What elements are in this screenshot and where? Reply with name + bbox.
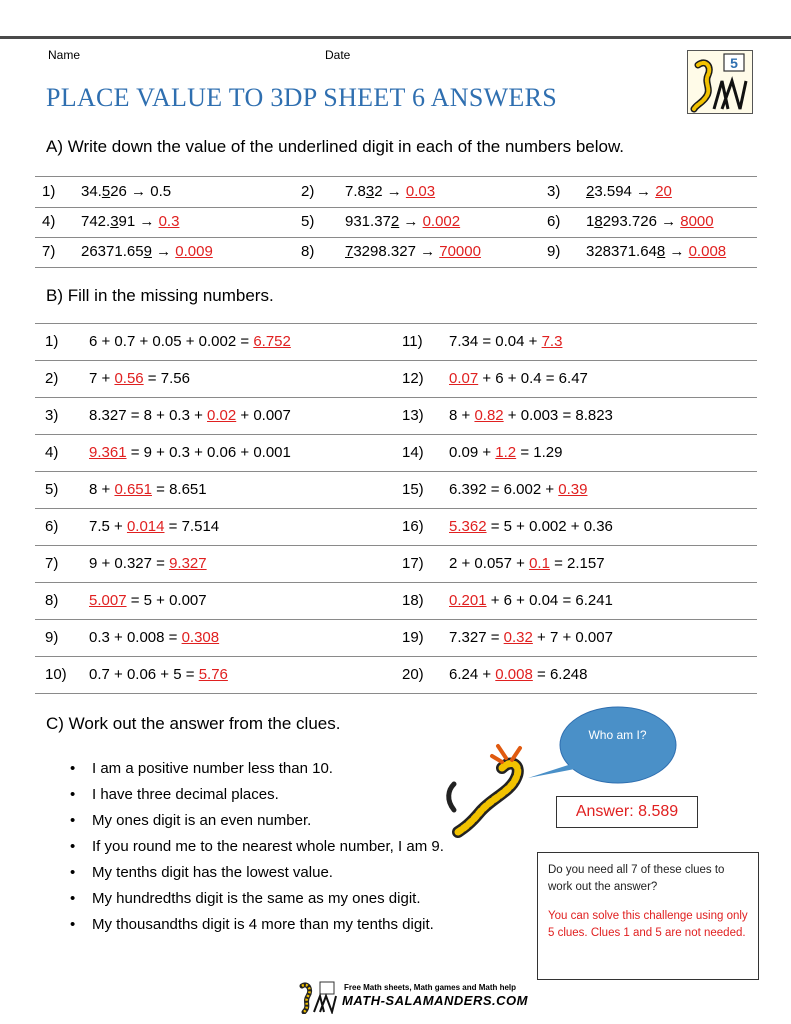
equation-text: + 6 + 0.04 = 6.241	[486, 592, 613, 609]
clue-item: • My hundredths digit is the same as my ones digit.	[70, 888, 444, 914]
name-label: Name	[48, 48, 81, 62]
equation-text: = 2.157	[549, 555, 605, 572]
equation-text: 8.327 = 8 + 0.3 +	[89, 407, 208, 424]
place-value-item: 34.526 → 0.5	[81, 183, 172, 200]
salamander-logo-icon	[688, 51, 752, 113]
footer-tagline: Free Math sheets, Math games and Math help	[344, 983, 517, 992]
equation-text: = 7.514	[164, 518, 220, 535]
section-a-row	[35, 207, 757, 237]
fill-in-row	[35, 545, 757, 582]
answer-value: 0.308	[181, 629, 220, 646]
equation-text: 0.09 +	[449, 444, 496, 461]
fill-in-row	[35, 471, 757, 508]
clue-box-question: Do you need all 7 of these clues to work out the answer?	[548, 864, 725, 893]
clue-item: • My thousandths digit is 4 more than my tenths digit.	[70, 914, 444, 940]
item-number: 14)	[402, 444, 424, 461]
item-number: 2)	[45, 370, 59, 387]
answer-value: 0.39	[558, 481, 588, 498]
equation-text: 0.7 + 0.06 + 5 =	[89, 666, 199, 683]
equation-text: = 5 + 0.002 + 0.36	[486, 518, 613, 535]
bubble-text: Who am I?	[588, 728, 647, 742]
item-number: 2)	[301, 183, 315, 200]
place-value-item: 328371.648 → 0.008	[586, 243, 727, 260]
item-number: 4)	[42, 213, 56, 230]
equation	[449, 370, 588, 387]
equation-text: 9 + 0.327 =	[89, 555, 170, 572]
fill-in-row	[35, 360, 757, 397]
section-a-row	[35, 177, 757, 207]
equation-text: 7.5 +	[89, 518, 127, 535]
answer-value: 0.32	[503, 629, 533, 646]
top-rule	[0, 36, 791, 39]
item-number: 9)	[547, 243, 561, 260]
answer-value: 5.362	[449, 518, 487, 535]
salamander-icon	[449, 746, 520, 832]
clue-box-answer: You can solve this challenge using only 5 clues. Clues 1 and 5 are not needed.	[548, 910, 748, 939]
equation-text: = 1.29	[516, 444, 563, 461]
section-a-row	[35, 237, 757, 267]
item-number: 12)	[402, 370, 424, 387]
date-label: Date	[325, 48, 351, 62]
item-number: 11)	[402, 333, 423, 350]
answer-value: 0.014	[126, 518, 165, 535]
fill-in-row	[35, 582, 757, 619]
equation-text: 0.3 + 0.008 =	[89, 629, 182, 646]
item-number: 3)	[45, 407, 59, 424]
place-value-item: 18293.726 → 8000	[586, 213, 714, 230]
equation-text: = 5 + 0.007	[126, 592, 207, 609]
fill-in-row	[35, 397, 757, 434]
equation	[449, 666, 587, 683]
answer-value: 0.82	[474, 407, 504, 424]
equation-text: 7.327 =	[449, 629, 504, 646]
equation-text: = 7.56	[143, 370, 190, 387]
equation-text: 7 +	[89, 370, 115, 387]
equation-text: + 6 + 0.4 = 6.47	[478, 370, 588, 387]
item-number: 4)	[45, 444, 59, 461]
answer-value: 0.07	[449, 370, 479, 387]
place-value-item: 73298.327 → 70000	[345, 243, 481, 260]
item-number: 16)	[402, 518, 424, 535]
equation-text: 8 +	[449, 407, 475, 424]
item-number: 15)	[402, 481, 424, 498]
place-value-item: 931.372 → 0.002	[345, 213, 461, 230]
footer-logo-icon	[296, 980, 340, 1014]
equation-text: + 0.003 = 8.823	[503, 407, 613, 424]
clue-item: • My tenths digit has the lowest value.	[70, 862, 444, 888]
item-number: 20)	[402, 666, 424, 683]
divider	[35, 693, 757, 694]
equation	[449, 518, 613, 535]
equation-text: + 0.007	[236, 407, 291, 424]
item-number: 5)	[45, 481, 59, 498]
item-number: 17)	[402, 555, 424, 572]
section-a-heading: A) Write down the value of the underlined digit in each of the numbers below.	[46, 137, 625, 156]
answer-box: Answer: 8.589	[556, 796, 698, 828]
answer-value: 0.651	[114, 481, 152, 498]
clue-item: • If you round me to the nearest whole number, I am 9.	[70, 836, 444, 862]
clue-item: • I have three decimal places.	[70, 784, 444, 810]
answer-value: 0.1	[529, 555, 550, 572]
answer-value: 0.02	[207, 407, 237, 424]
equation	[449, 444, 562, 461]
divider	[35, 267, 757, 268]
item-number: 6)	[547, 213, 561, 230]
equation	[449, 592, 613, 609]
equation-text: 7.34 = 0.04 +	[449, 333, 542, 350]
equation-text: 6 + 0.7 + 0.05 + 0.002 =	[89, 333, 254, 350]
answer-value: 0.201	[449, 592, 487, 609]
equation	[449, 333, 562, 350]
answer-value: 9.361	[89, 444, 127, 461]
fill-in-row	[35, 323, 757, 360]
page-title: PLACE VALUE TO 3DP SHEET 6 ANSWERS	[46, 83, 558, 112]
answer-value: 1.2	[495, 444, 517, 461]
item-number: 6)	[45, 518, 59, 535]
item-number: 18)	[402, 592, 424, 609]
answer-value: 0.56	[114, 370, 144, 387]
footer-site-name: MATH-SALAMANDERS.COM	[342, 993, 528, 1008]
item-number: 19)	[402, 629, 424, 646]
item-number: 7)	[45, 555, 59, 572]
item-number: 1)	[42, 183, 56, 200]
answer-value: 7.3	[541, 333, 563, 350]
answer-value: 6.752	[253, 333, 291, 350]
answer-value: 5.007	[89, 592, 127, 609]
equation	[449, 629, 613, 646]
equation-text: 6.392 = 6.002 +	[449, 481, 559, 498]
place-value-item: 23.594 → 20	[586, 183, 672, 200]
equation-text: 8 +	[89, 481, 115, 498]
clue-item: • My ones digit is an even number.	[70, 810, 444, 836]
equation-text: = 9 + 0.3 + 0.06 + 0.001	[126, 444, 291, 461]
equation	[449, 407, 613, 424]
item-number: 3)	[547, 183, 561, 200]
logo-number: 5	[730, 55, 738, 71]
place-value-item: 26371.659 → 0.009	[81, 243, 213, 260]
speech-bubble-icon	[560, 707, 676, 783]
fill-in-row	[35, 508, 757, 545]
item-number: 8)	[301, 243, 315, 260]
item-number: 1)	[45, 333, 59, 350]
place-value-item: 742.391 → 0.3	[81, 213, 180, 230]
salamander-logo	[687, 50, 753, 114]
fill-in-row	[35, 619, 757, 656]
clue-info-box	[537, 852, 759, 980]
equation	[449, 481, 587, 498]
section-c-heading: C) Work out the answer from the clues.	[46, 714, 341, 733]
item-number: 9)	[45, 629, 59, 646]
answer-value: 5.76	[198, 666, 228, 683]
fill-in-row	[35, 434, 757, 471]
answer-value: 9.327	[169, 555, 207, 572]
item-number: 8)	[45, 592, 59, 609]
equation-text: + 7 + 0.007	[532, 629, 613, 646]
equation-text: 6.24 +	[449, 666, 496, 683]
item-number: 10)	[45, 666, 67, 683]
equation-text: 2 + 0.057 +	[449, 555, 530, 572]
equation	[449, 555, 605, 572]
item-number: 13)	[402, 407, 424, 424]
equation-text: = 6.248	[532, 666, 588, 683]
place-value-item: 7.832 → 0.03	[345, 183, 436, 200]
equation-text: = 8.651	[151, 481, 207, 498]
clue-item: • I am a positive number less than 10.	[70, 758, 444, 784]
clue-list	[70, 758, 444, 940]
fill-in-row	[35, 656, 757, 693]
section-b-heading: B) Fill in the missing numbers.	[46, 286, 274, 305]
item-number: 5)	[301, 213, 315, 230]
answer-value: 0.008	[495, 666, 533, 683]
item-number: 7)	[42, 243, 56, 260]
